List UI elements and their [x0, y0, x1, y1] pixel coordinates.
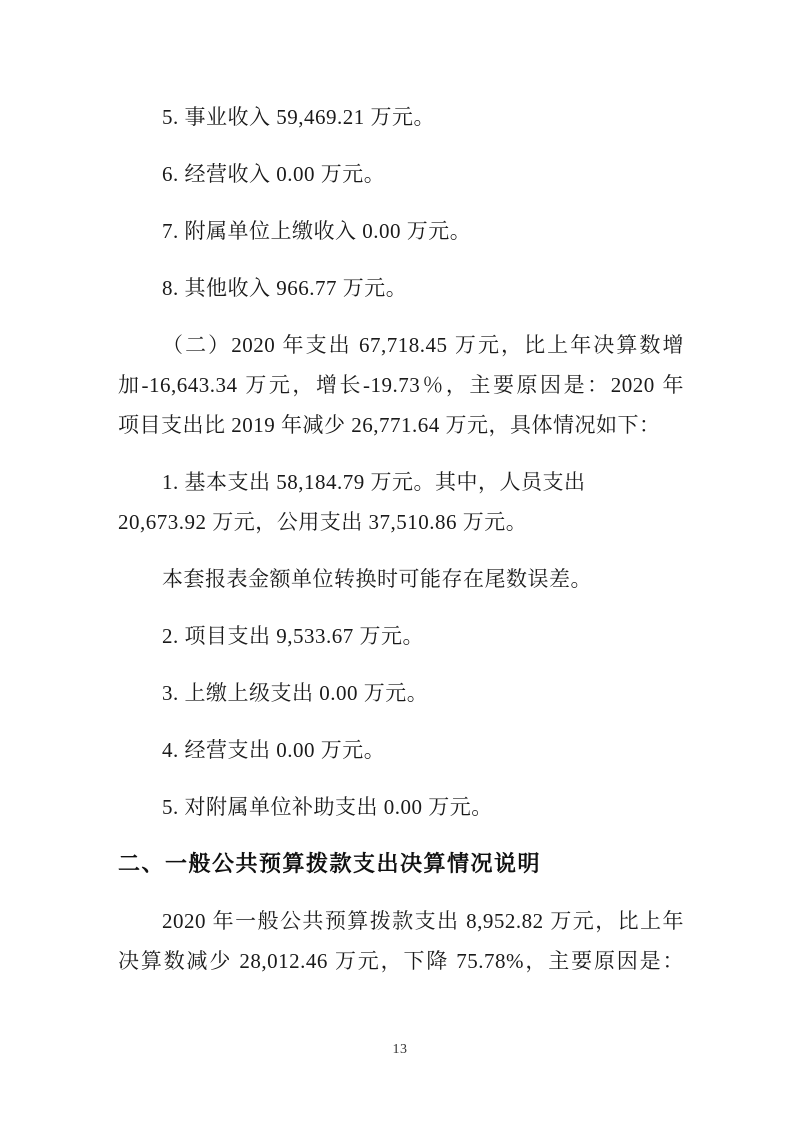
paragraph-line: 1. 基本支出 58,184.79 万元。其中，人员支出 — [162, 470, 586, 494]
expenditure-item-5: 5. 对附属单位补助支出 0.00 万元。 — [162, 795, 493, 819]
expenditure-item-2: 2. 项目支出 9,533.67 万元。 — [162, 624, 424, 648]
income-item-6: 6. 经营收入 0.00 万元。 — [162, 162, 386, 186]
general-budget-summary-paragraph — [118, 901, 684, 981]
document-body — [118, 97, 684, 998]
paragraph-line: 决算数减少 28,012.46 万元，下降 75.78%，主要原因是： — [118, 949, 684, 973]
rounding-note: 本套报表金额单位转换时可能存在尾数误差。 — [162, 567, 592, 591]
expenditure-item-3: 3. 上缴上级支出 0.00 万元。 — [162, 681, 429, 705]
income-item-8: 8. 其他收入 966.77 万元。 — [162, 276, 408, 300]
paragraph-line: 20,673.92 万元，公用支出 37,510.86 万元。 — [118, 510, 528, 534]
income-item-7: 7. 附属单位上缴收入 0.00 万元。 — [162, 219, 472, 243]
expenditure-summary-paragraph — [118, 325, 684, 445]
page-number: 13 — [392, 1042, 408, 1057]
income-item-5: 5. 事业收入 59,469.21 万元。 — [162, 105, 435, 129]
expenditure-item-4: 4. 经营支出 0.00 万元。 — [162, 738, 386, 762]
paragraph-line: （二）2020 年支出 67,718.45 万元，比上年决算数增 — [162, 333, 684, 357]
paragraph-line: 项目支出比 2019 年减少 26,771.64 万元，具体情况如下： — [118, 413, 661, 437]
expenditure-item-1-paragraph — [118, 462, 684, 542]
paragraph-line: 加-16,643.34 万元，增长-19.73％，主要原因是：2020 年 — [118, 373, 684, 397]
section-heading: 二、一般公共预算拨款支出决算情况说明 — [118, 851, 542, 876]
paragraph-line: 2020 年一般公共预算拨款支出 8,952.82 万元，比上年 — [162, 909, 684, 933]
